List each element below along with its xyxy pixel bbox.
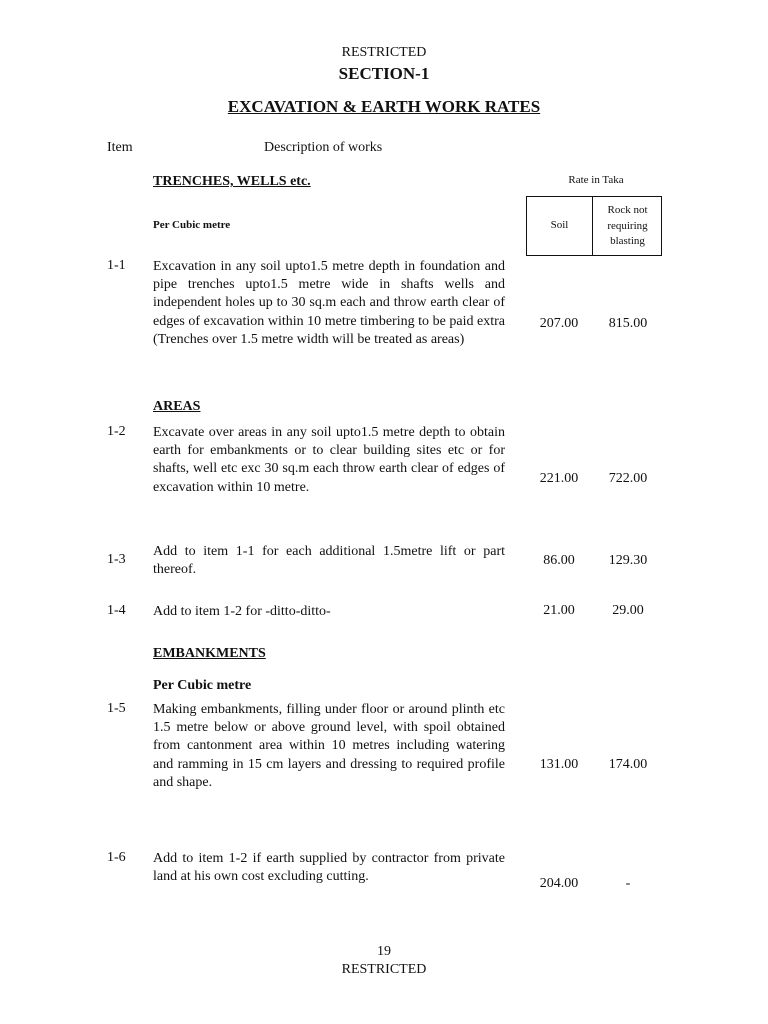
restricted-header: RESTRICTED — [341, 45, 427, 60]
per-cubic-metre-label: Per Cubic metre — [153, 219, 231, 231]
item-number: 1-1 — [107, 258, 126, 273]
item-description: Add to item 1-2 if earth supplied by contractor from private land at his own cost excluding cutting. — [153, 851, 505, 885]
rock-rate: 129.30 — [608, 553, 648, 568]
item-number: 1-4 — [107, 603, 126, 618]
item-number: 1-2 — [107, 424, 126, 439]
restricted-footer: RESTRICTED — [341, 962, 427, 977]
soil-rate: 207.00 — [539, 316, 579, 331]
item-number: 1-5 — [107, 701, 126, 716]
rock-column-header: Rock not requiring blasting — [607, 204, 648, 247]
soil-rate: 221.00 — [539, 471, 579, 486]
description-column-header: Description of works — [264, 140, 383, 155]
rate-in-taka-label: Rate in Taka — [568, 174, 624, 186]
item-description: Excavation in any soil upto1.5 metre depth in foundation and pipe trenches upto1.5 metre wide in shafts wells and independent holes up to 30 sq.m each and throw earth clear of edges of excavation within 10 metre timbering to be paid extra (Trenches over 1.5 metre width will be treated as areas) — [153, 259, 505, 347]
item-description: Making embankments, filling under floor or around plinth etc 1.5 metre below or above ground level, with spoil obtained from cantonment area within 10 metres including watering and ramming in 15 cm layers and dressing to required profile and shape. — [153, 702, 505, 790]
page-number: 19 — [377, 944, 391, 959]
rock-rate: - — [625, 876, 631, 891]
item-column-header: Item — [107, 140, 133, 155]
item-description: Excavate over areas in any soil upto1.5 metre depth to obtain earth for embankments or to clear building sites etc or for shafts, well etc exc 30 sq.m each throw earth clear of edges of excavation within 10 metre. — [153, 425, 505, 495]
rock-rate: 29.00 — [612, 603, 644, 618]
page-title: EXCAVATION & EARTH WORK RATES — [227, 97, 541, 116]
per-cubic-metre-label: Per Cubic metre — [153, 678, 252, 693]
embankments-heading: EMBANKMENTS — [153, 646, 266, 661]
rock-rate: 722.00 — [608, 471, 648, 486]
item-description: Add to item 1-1 for each additional 1.5metre lift or part thereof. — [153, 544, 505, 578]
item-number: 1-6 — [107, 850, 126, 865]
soil-rate: 86.00 — [543, 553, 575, 568]
soil-rate: 131.00 — [539, 757, 579, 772]
rock-rate: 815.00 — [608, 316, 648, 331]
soil-rate: 204.00 — [539, 876, 579, 891]
item-description: Add to item 1-2 for -ditto-ditto- — [153, 604, 331, 619]
item-number: 1-3 — [107, 552, 126, 567]
soil-column-header: Soil — [550, 219, 569, 231]
soil-rate: 21.00 — [543, 603, 575, 618]
rate-header-box — [526, 196, 662, 256]
rock-rate: 174.00 — [608, 757, 648, 772]
section-title: SECTION-1 — [338, 64, 430, 83]
trenches-heading: TRENCHES, WELLS etc. — [153, 174, 311, 189]
areas-heading: AREAS — [153, 399, 201, 414]
